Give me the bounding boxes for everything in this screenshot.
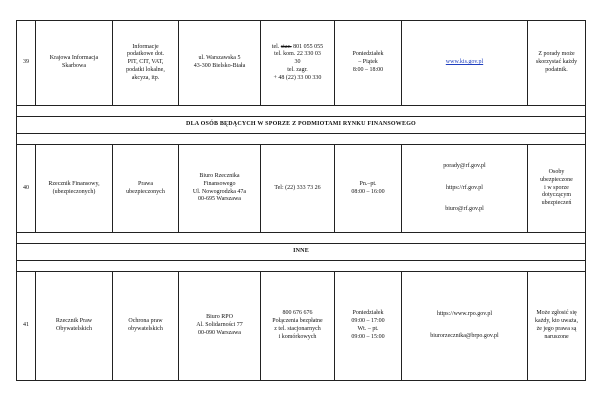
hours-cell: Poniedziałek – Piątek 8:00 – 18:00 <box>335 21 402 106</box>
website-link[interactable]: https://www.rpo.gov.pl <box>436 311 493 318</box>
links-cell <box>402 145 528 233</box>
website-link[interactable]: https://rf.gov.pl <box>446 184 483 191</box>
address-cell: ul. Warszawska 5 43-300 Bielsko-Biała <box>179 21 261 106</box>
phone-cell: 800 676 676 Połączenia bezpłatne z tel. stacjonarnych i komórkowych <box>261 272 335 381</box>
spacer-row <box>17 106 586 117</box>
hours-cell: Poniedziałek 09:00 – 17:00 Wt. – pt. 09:00 – 15:00 <box>335 272 402 381</box>
table-row <box>17 145 586 233</box>
email-link[interactable]: biurorzecznika@brpo.gov.pl <box>430 333 499 339</box>
links-cell <box>402 272 528 381</box>
notes-cell: Może zgłosić się każdy, kto uważa, że jego prawa są naruszone <box>528 272 586 381</box>
notes-cell: Z porady może skorzystać każdy podatnik. <box>528 21 586 106</box>
scope-cell: Prawa ubezpieczonych <box>113 145 179 233</box>
links-cell <box>402 21 528 106</box>
scope-cell: Ochrona praw obywatelskich <box>113 272 179 381</box>
institution-name: Rzecznik Finansowy, (ubezpieczonych) <box>36 145 113 233</box>
row-number: 41 <box>17 272 36 381</box>
institution-name: Rzecznik Praw Obywatelskich <box>36 272 113 381</box>
hours-cell: Pn.–pt. 08:00 – 16:00 <box>335 145 402 233</box>
spacer-row <box>17 233 586 244</box>
document-table <box>16 20 586 381</box>
section-header-financial: DLA OSÓB BĘDĄCYCH W SPORZE Z PODMIOTAMI RYNKU FINANSOWEGO <box>17 117 586 134</box>
spacer-row <box>17 261 586 272</box>
row-number: 39 <box>17 21 36 106</box>
section-header-other: INNE <box>17 244 586 261</box>
phone-cell: Tel: (22) 333 73 26 <box>261 145 335 233</box>
address-cell: Biuro Rzecznika Finansowego Ul. Nowogrodzka 47a 00-695 Warszawa <box>179 145 261 233</box>
website-link[interactable]: www.kis.gov.pl <box>445 59 484 66</box>
spacer-row <box>17 134 586 145</box>
email-link[interactable]: biuro@rf.gov.pl <box>445 206 484 213</box>
address-cell: Biuro RPO Al. Solidarności 77 00-090 Warszawa <box>179 272 261 381</box>
row-number: 40 <box>17 145 36 233</box>
email-link[interactable]: porady@rf.gov.pl <box>443 162 486 169</box>
institution-name: Krajowa Informacja Skarbowa <box>36 21 113 106</box>
table-row <box>17 272 586 381</box>
scope-cell: Informacje podatkowe dot. PIT, CIT, VAT, podatki lokalne, akcyza, itp. <box>113 21 179 106</box>
table-row <box>17 21 586 106</box>
struck-text: stac. <box>280 43 292 50</box>
phone-cell: tel. stac. 801 055 055 tel. kom. 22 330 03 30 tel. zagr. + 48 (22) 33 00 330 <box>261 21 335 106</box>
notes-cell: Osoby ubezpieczone i w sporze dotyczącym ubezpieczeń <box>528 145 586 233</box>
